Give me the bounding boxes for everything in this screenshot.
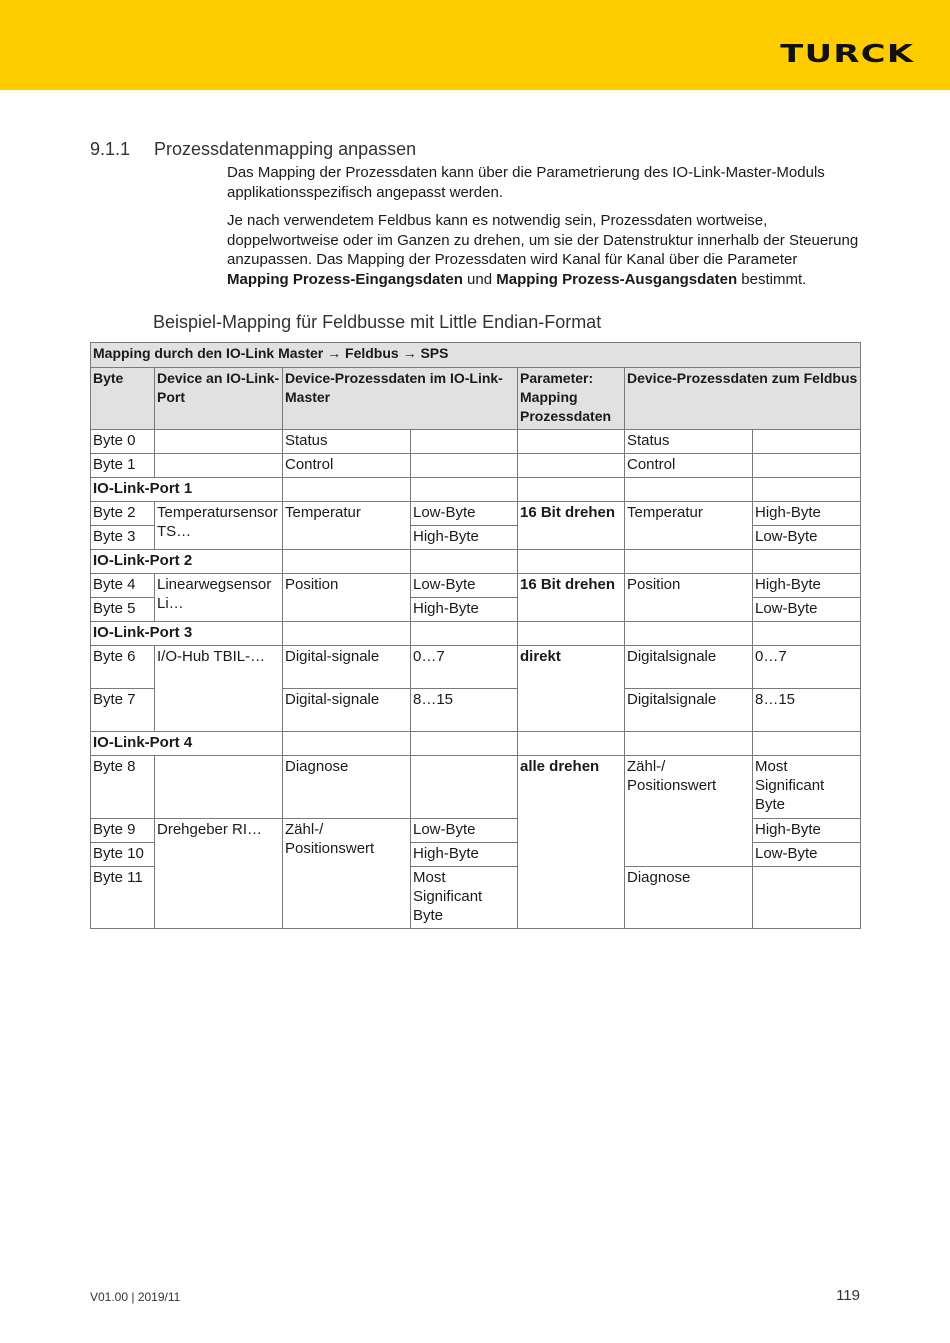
fieldbus-data-cell: Control xyxy=(625,454,753,478)
section-number: 9.1.1 xyxy=(90,139,131,159)
table-row xyxy=(91,646,861,689)
master-data-cell: Temperatur xyxy=(283,502,411,550)
paragraph-mapping xyxy=(227,211,859,289)
table-row xyxy=(91,574,861,598)
mapping-table xyxy=(90,342,861,929)
device-cell: Drehgeber RI… xyxy=(155,819,283,929)
byte-cell: Byte 8 xyxy=(91,756,155,819)
param-cell: alle drehen xyxy=(518,756,625,929)
header-device: Device an IO-Link-Port xyxy=(155,368,283,430)
byte-cell: Byte 6 xyxy=(91,646,155,689)
param-cell: direkt xyxy=(518,646,625,732)
byte-cell: Byte 7 xyxy=(91,689,155,732)
section-title: Prozessdatenmapping anpassen xyxy=(154,139,417,159)
byte-cell: Byte 11 xyxy=(91,867,155,929)
master-byte-cell: Low-Byte xyxy=(411,502,518,526)
port-row xyxy=(91,478,861,502)
device-cell: Temperatursensor TS… xyxy=(155,502,283,550)
master-data-cell: Digital-signale xyxy=(283,646,411,689)
byte-cell: Byte 5 xyxy=(91,598,155,622)
header-fieldbus: Device-Prozessdaten zum Feldbus xyxy=(625,368,861,430)
fieldbus-byte-cell: Low-Byte xyxy=(753,526,861,550)
fieldbus-data-cell: Position xyxy=(625,574,753,622)
table-row xyxy=(91,430,861,454)
footer-version: V01.00 | 2019/11 xyxy=(90,1290,181,1304)
device-cell: I/O-Hub TBIL-… xyxy=(155,646,283,732)
byte-cell: Byte 9 xyxy=(91,819,155,843)
master-data-cell: Status xyxy=(283,430,411,454)
paragraph-text: und xyxy=(462,270,497,288)
byte-cell: Byte 0 xyxy=(91,430,155,454)
fieldbus-byte-cell: High-Byte xyxy=(753,819,861,843)
port-label: IO-Link-Port 4 xyxy=(91,732,283,756)
header-param: Parameter: Mapping Prozessdaten xyxy=(518,368,625,430)
byte-cell: Byte 4 xyxy=(91,574,155,598)
device-cell: Linearwegsensor Li… xyxy=(155,574,283,622)
master-byte-cell: 0…7 xyxy=(411,646,518,689)
turck-logo: TURCK xyxy=(779,39,914,68)
param-cell: 16 Bit drehen xyxy=(518,574,625,622)
fieldbus-byte-cell: High-Byte xyxy=(753,502,861,526)
table-title: Mapping durch den IO-Link Master → Feldbus → SPS xyxy=(91,343,861,368)
fieldbus-byte-cell: Low-Byte xyxy=(753,843,861,867)
port-row xyxy=(91,732,861,756)
section-heading xyxy=(90,139,416,160)
paragraph-intro: Das Mapping der Prozessdaten kann über die Parametrierung des IO-Link-Master-Moduls applikationsspezifisch angepasst werden. xyxy=(227,164,825,201)
master-byte-cell: High-Byte xyxy=(411,843,518,867)
master-byte-cell: High-Byte xyxy=(411,598,518,622)
paragraph-text: Je nach verwendetem Feldbus kann es notwendig sein, Prozessdaten wortweise, doppelwortweise oder im Ganzen zu drehen, um sie der Datenstruktur innerhalb der Steuerung anzupassen. Das Mapping der Prozessdaten wird Kanal für Kanal über die Parameter xyxy=(227,212,859,268)
master-data-cell: Position xyxy=(283,574,411,622)
master-byte-cell: Low-Byte xyxy=(411,819,518,843)
byte-cell: Byte 10 xyxy=(91,843,155,867)
master-data-cell: Control xyxy=(283,454,411,478)
fieldbus-byte-cell: High-Byte xyxy=(753,574,861,598)
header-master: Device-Prozessdaten im IO-Link-Master xyxy=(283,368,518,430)
port-label: IO-Link-Port 2 xyxy=(91,550,283,574)
port-row xyxy=(91,550,861,574)
port-row xyxy=(91,622,861,646)
page-number: 119 xyxy=(836,1287,860,1304)
fieldbus-byte-cell: Most Significant Byte xyxy=(753,756,861,819)
table-caption: Beispiel-Mapping für Feldbusse mit Little Endian-Format xyxy=(153,312,602,332)
paragraph-text: bestimmt. xyxy=(737,270,807,288)
table-row xyxy=(91,756,861,819)
fieldbus-data-cell: Digitalsignale xyxy=(625,689,753,732)
table-row xyxy=(91,502,861,526)
param-cell: 16 Bit drehen xyxy=(518,502,625,550)
fieldbus-data-cell: Status xyxy=(625,430,753,454)
master-data-cell: Zähl-/ Positionswert xyxy=(283,819,411,929)
fieldbus-data-cell: Digitalsignale xyxy=(625,646,753,689)
table-row xyxy=(91,454,861,478)
port-label: IO-Link-Port 3 xyxy=(91,622,283,646)
fieldbus-byte-cell: 8…15 xyxy=(753,689,861,732)
port-label: IO-Link-Port 1 xyxy=(91,478,283,502)
header-byte: Byte xyxy=(91,368,155,430)
fieldbus-byte-cell: 0…7 xyxy=(753,646,861,689)
master-data-cell: Diagnose xyxy=(283,756,411,819)
master-data-cell: Digital-signale xyxy=(283,689,411,732)
fieldbus-data-cell: Zähl-/ Positionswert xyxy=(625,756,753,867)
byte-cell: Byte 1 xyxy=(91,454,155,478)
fieldbus-byte-cell: Low-Byte xyxy=(753,598,861,622)
master-byte-cell: Most Significant Byte xyxy=(411,867,518,929)
master-byte-cell: Low-Byte xyxy=(411,574,518,598)
top-brand-bar xyxy=(0,0,950,90)
master-byte-cell: High-Byte xyxy=(411,526,518,550)
master-byte-cell: 8…15 xyxy=(411,689,518,732)
param-input-name: Mapping Prozess-Eingangsdaten xyxy=(227,270,463,288)
fieldbus-data-cell: Temperatur xyxy=(625,502,753,550)
byte-cell: Byte 2 xyxy=(91,502,155,526)
param-output-name: Mapping Prozess-Ausgangsdaten xyxy=(496,270,738,288)
byte-cell: Byte 3 xyxy=(91,526,155,550)
fieldbus-data-cell: Diagnose xyxy=(625,867,753,929)
